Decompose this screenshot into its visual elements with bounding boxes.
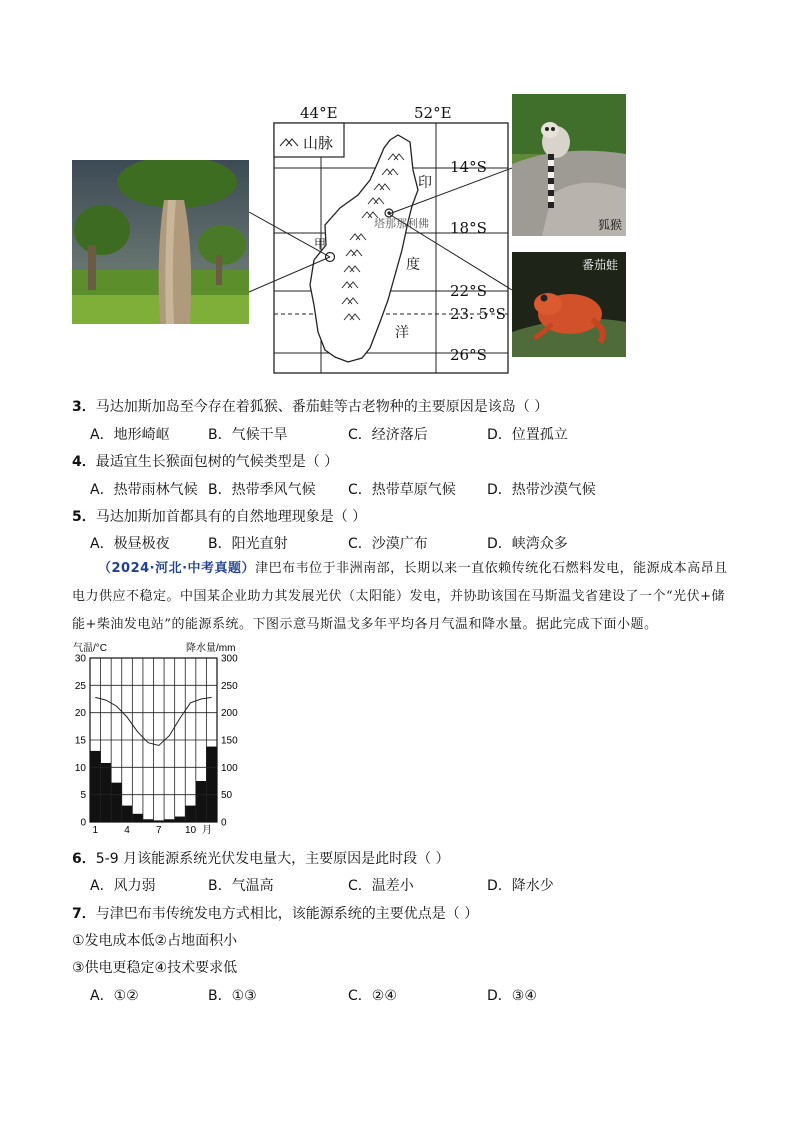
question-5-number: 5． [72,509,96,525]
question-6 [72,848,450,868]
question-5 [72,506,366,526]
ocean-char-3: 洋 [395,325,409,341]
q4-option-c[interactable]: C．热带草原气候 [348,482,456,498]
x-tick-label: 1 [92,825,99,836]
question-4 [72,451,338,471]
right-tick-label: 50 [221,790,233,802]
q3-option-b[interactable]: B．气候干旱 [208,427,288,443]
precip-bar [101,763,112,822]
q6-option-b[interactable]: B．气温高 [208,878,274,894]
question-4-text: 最适宜生长猴面包树的气候类型是（ ） [95,454,339,470]
left-tick-label: 10 [74,762,86,774]
q6-option-d[interactable]: D．降水少 [487,878,554,894]
lat-label-14: 14°S [450,158,487,176]
right-tick-label: 200 [221,708,238,720]
lat-label-26: 26°S [450,346,487,364]
lemur-caption: 狐猴 [597,218,622,232]
q6-option-a[interactable]: A．风力弱 [90,878,156,894]
right-tick-label: 150 [221,735,238,747]
q4-option-a[interactable]: A．热带雨林气候 [90,482,198,498]
q3-option-d[interactable]: D．位置孤立 [487,427,568,443]
question-3 [72,396,548,416]
left-tick-label: 30 [74,653,86,665]
question-7-text: 与津巴布韦传统发电方式相比，该能源系统的主要优点是（ ） [95,906,479,922]
question-7 [72,903,478,923]
climate-chart [68,640,258,840]
passage-source: （2024·河北·中考真题） [98,561,256,576]
lemur-photo [512,94,626,236]
right-tick-label: 0 [221,817,227,829]
q5-option-d[interactable]: D．峡湾众多 [487,536,568,552]
x-tick-label: 10 [184,825,197,836]
chart-right-axis-label: 降水量/mm [186,643,236,654]
x-tick-label: 7 [156,825,162,836]
lat-label-tropic: 23. 5°S [450,305,506,323]
baobab-photo [72,160,249,324]
q7-statement-line-2: ③供电更稳定④技术要求低 [72,960,238,976]
precip-bar [90,751,101,822]
q7-option-b[interactable]: B．①③ [208,988,257,1004]
right-tick-label: 250 [221,680,238,692]
q7-option-a[interactable]: A．①② [90,988,139,1004]
point-jia-label: 甲 [314,237,327,251]
left-tick-label: 15 [74,735,86,747]
left-tick-label: 5 [80,790,86,802]
ocean-char-2: 度 [406,257,420,273]
right-tick-label: 300 [221,653,238,665]
frog-caption: 番茄蛙 [581,258,618,272]
q5-option-b[interactable]: B．阳光直射 [208,536,288,552]
lon-label-44: 44°E [300,104,338,122]
chart-left-axis-label: 气温/°C [73,643,107,654]
precip-bar [175,817,186,822]
precip-bar [185,806,196,822]
passage-text: 津巴布韦位于非洲南部，长期以来一直依赖传统化石燃料发电，能源成本高昂且电力供应不稳定。中国某企业助力其发展光伏（太阳能）发电，并协助该国在马斯温戈省建设了一个“光伏+储能+柴油发电站”的能源系统。下图示意马斯温戈多年平均各月气温和降水量。据此完成下面小题。 [72,561,728,632]
q3-option-c[interactable]: C．经济落后 [348,427,428,443]
question-7-number: 7． [72,906,96,922]
precip-bar [122,806,133,822]
lat-label-22: 22°S [450,282,487,300]
chart-x-unit: 月 [202,825,212,836]
q7-option-c[interactable]: C．②④ [348,988,397,1004]
frog-photo [512,252,626,357]
q5-option-c[interactable]: C．沙漠广布 [348,536,428,552]
left-tick-label: 0 [80,817,86,829]
question-3-number: 3． [72,399,96,415]
precip-bar [206,747,217,822]
right-tick-label: 100 [221,762,238,774]
question-6-number: 6． [72,851,96,867]
q7-statement-line-1: ①发电成本低②占地面积小 [72,933,238,949]
lon-label-52: 52°E [414,104,452,122]
left-tick-label: 25 [74,680,86,692]
q5-option-a[interactable]: A．极昼极夜 [90,536,170,552]
precip-bar [111,783,122,822]
q4-option-d[interactable]: D．热带沙漠气候 [487,482,596,498]
q7-option-d[interactable]: D．③④ [487,988,537,1004]
q4-option-b[interactable]: B．热带季风气候 [208,482,316,498]
left-tick-label: 20 [74,708,86,720]
q6-option-c[interactable]: C．温差小 [348,878,414,894]
question-4-number: 4． [72,454,96,470]
question-3-text: 马达加斯加岛至今存在着狐猴、番茄蛙等古老物种的主要原因是该岛（ ） [95,399,549,415]
passage [72,555,732,639]
precip-bar [132,814,143,822]
ocean-char-1: 印 [418,175,432,191]
question-5-text: 马达加斯加首都具有的自然地理现象是（ ） [95,509,367,525]
lat-label-18: 18°S [450,219,487,237]
precip-bar [196,781,207,822]
q3-option-a[interactable]: A．地形崎岖 [90,427,170,443]
legend-label: 山脉 [303,134,334,152]
question-6-text: 5-9 月该能源系统光伏发电量大，主要原因是此时段（ ） [95,851,450,867]
capital-label: 塔那那利佛 [374,217,429,230]
x-tick-label: 4 [124,825,130,836]
